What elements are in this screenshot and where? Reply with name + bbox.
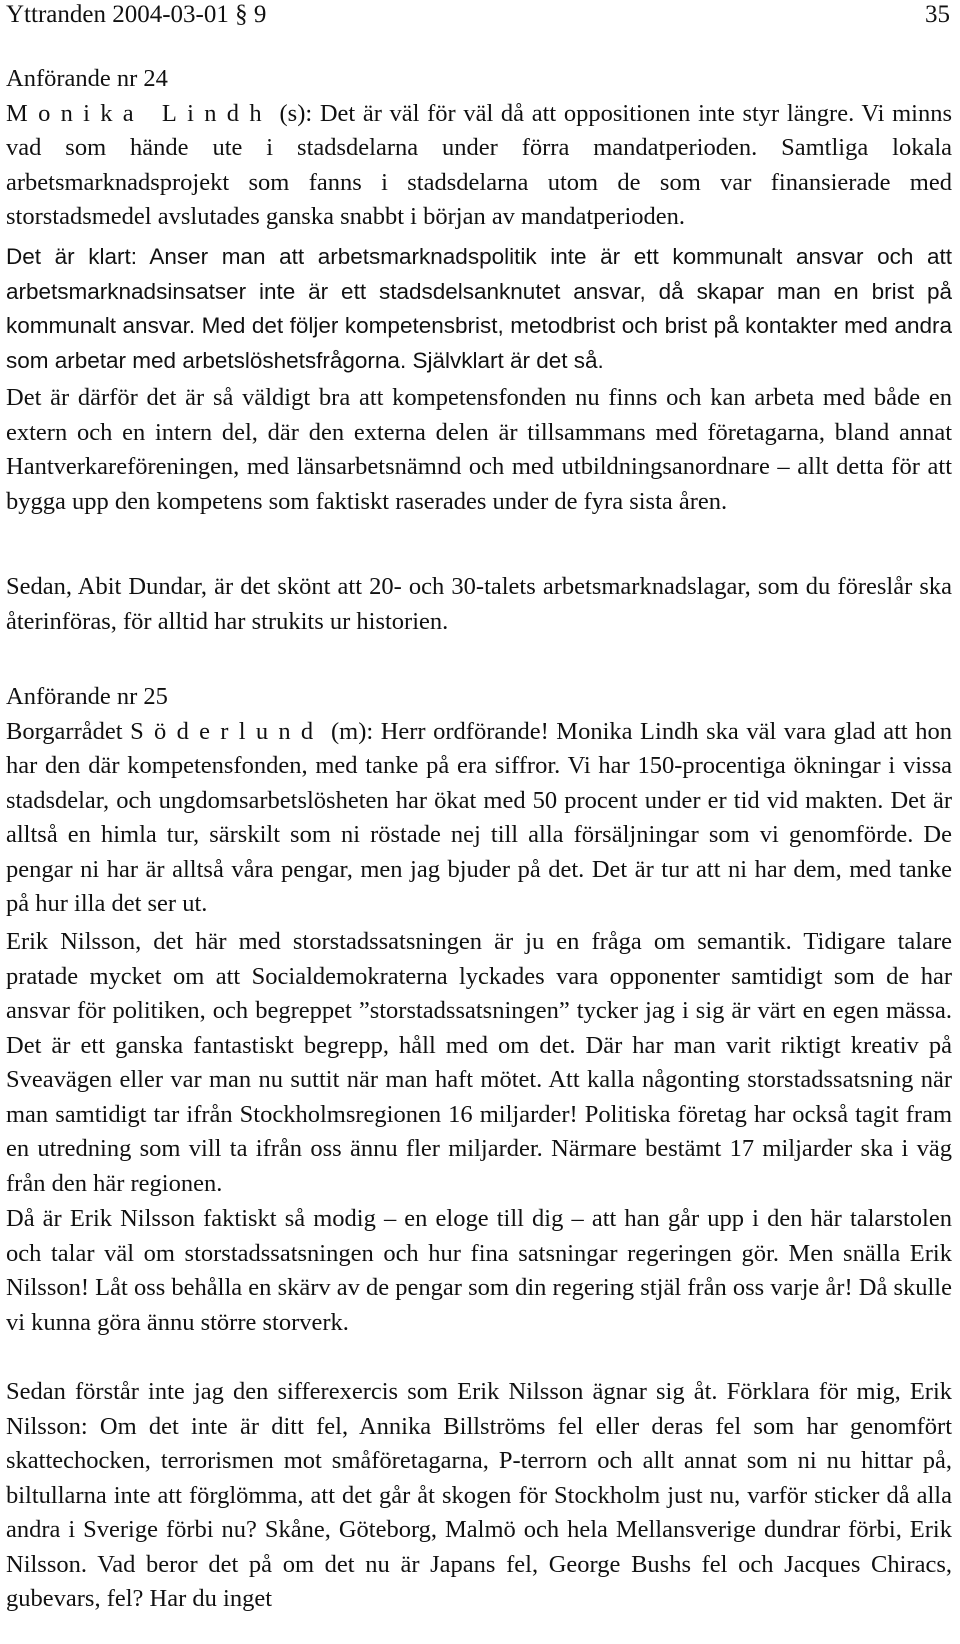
speaker-name: Söderlund (130, 717, 324, 745)
paragraph: Det är klart: Anser man att arbetsmarknadspolitik inte är ett kommunalt ansvar och att arbetsmarknadsinsatser inte är ett stadsdelsanknutet ansvar, då skapar man en brist på kommunalt ansvar. Med det följer kompetensbrist, metodbrist och brist på kontakter med andra som arbetar med arbetslöshetsfrågorna. Självklart är det så. (6, 244, 952, 373)
speaker-title: Borgarrådet (6, 717, 131, 745)
paragraph: Erik Nilsson, det här med storstadssatsningen är ju en fråga om semantik. Tidigare talare pratade mycket om att Socialdemokraterna lyckades vara opponenter samtidigt som de har ansvar för politiken, och begreppet ”storstadssatsningen” tycker jag i sig är värt en egen mässa. Det är ett ganska fantastiskt begrepp, håll med om det. Där har man varit riktigt kreativ på Sveavägen eller var man nu suttit när man haft mötet. Att kalla någonting storstadssatsning när man samtidigt tar ifrån Stockholmsregionen 16 miljarder! Politiska företag har också tagit fram en utredning som vill ta ifrån oss ännu fler miljarder. Närmare bestämt 17 miljarder ska i väg från den här regionen. (6, 928, 952, 1197)
header-title: Yttranden 2004-03-01 § 9 (6, 1, 267, 28)
speech-lead-text: Det är väl för väl då att oppositionen inte styr längre. Vi minns vad som hände ute i stadsdelarna under förra mandatperioden. Samtliga lokala arbetsmarknadsprojekt som fanns i stadsdelarna utom de som var finansierade med storstadsmedel avslutades ganska snabbt i början av mandatperioden. (6, 99, 952, 230)
speech-lead-paragraph (6, 715, 952, 922)
page-number: 35 (925, 1, 950, 28)
speech-lead-text: Herr ordförande! Monika Lindh ska väl vara glad att hon har den där kompetensfonden, med tanke på era siffror. Vi har 150-procentiga ökningar i vissa stadsdelar, och ungdomsarbetslösheten har ökat med 50 procent under er tid vid makten. Det är alltså en himla tur, särskilt som ni röstade nej till alla försäljningar som vi genomförde. De pengar ni har är alltså våra pengar, men jag bjuder på det. Det är tur att ni har dem, med tanke på hur illa det ser ut. (6, 717, 952, 917)
speech-heading: Anförande nr 24 (6, 65, 168, 92)
paragraph: Då är Erik Nilsson faktiskt så modig – en eloge till dig – att han går upp i den här talarstolen och talar väl om storstadssatsningen och hur fina satsningar regeringen gör. Men snälla Erik Nilsson! Låt oss behålla en skärv av de pengar som din regering stjäl från oss varje år! Då skulle vi kunna göra ännu större storverk. (6, 1205, 952, 1336)
speaker-party: (s): (271, 99, 320, 127)
speaker-name: Monika Lindh (6, 99, 272, 127)
speech-24 (6, 62, 952, 235)
paragraph: Sedan, Abit Dundar, är det skönt att 20- och 30-talets arbetsmarknadslagar, som du föreslår ska återinföras, för alltid har strukits ur historien. (6, 573, 952, 635)
paragraph: Det är därför det är så väldigt bra att kompetensfonden nu finns och kan arbeta med både en extern och en intern del, där den externa delen är tillsammans med företagarna, bland annat Hantverkareföreningen, med länsarbetsnämnd och med utbildningsanordnare – allt detta för att bygga upp den kompetens som faktiskt raserades under de fyra sista åren. (6, 384, 952, 515)
speech-heading: Anförande nr 25 (6, 683, 168, 710)
speech-lead-paragraph (6, 97, 952, 235)
page-header (6, 0, 950, 34)
speech-25 (6, 680, 952, 922)
speaker-party: (m): (323, 717, 381, 745)
paragraph: Sedan förstår inte jag den sifferexercis som Erik Nilsson ägnar sig åt. Förklara för mig, Erik Nilsson: Om det inte är ditt fel, Annika Billströms fel eller deras fel som har genomfört skattechocken, terrorismen mot småföretagarna, P-terrorn och allt annat som ni nu hittar på, biltullarna inte att förglömma, att det går åt skogen för Stockholm just nu, varför sticker då alla andra i Sverige förbi nu? Skåne, Göteborg, Malmö och hela Mellansverige dundrar förbi, Erik Nilsson. Vad beror det på om det nu är Japans fel, George Bushs fel och Jacques Chiracs, gubevars, fel? Har du inget (6, 1378, 952, 1612)
